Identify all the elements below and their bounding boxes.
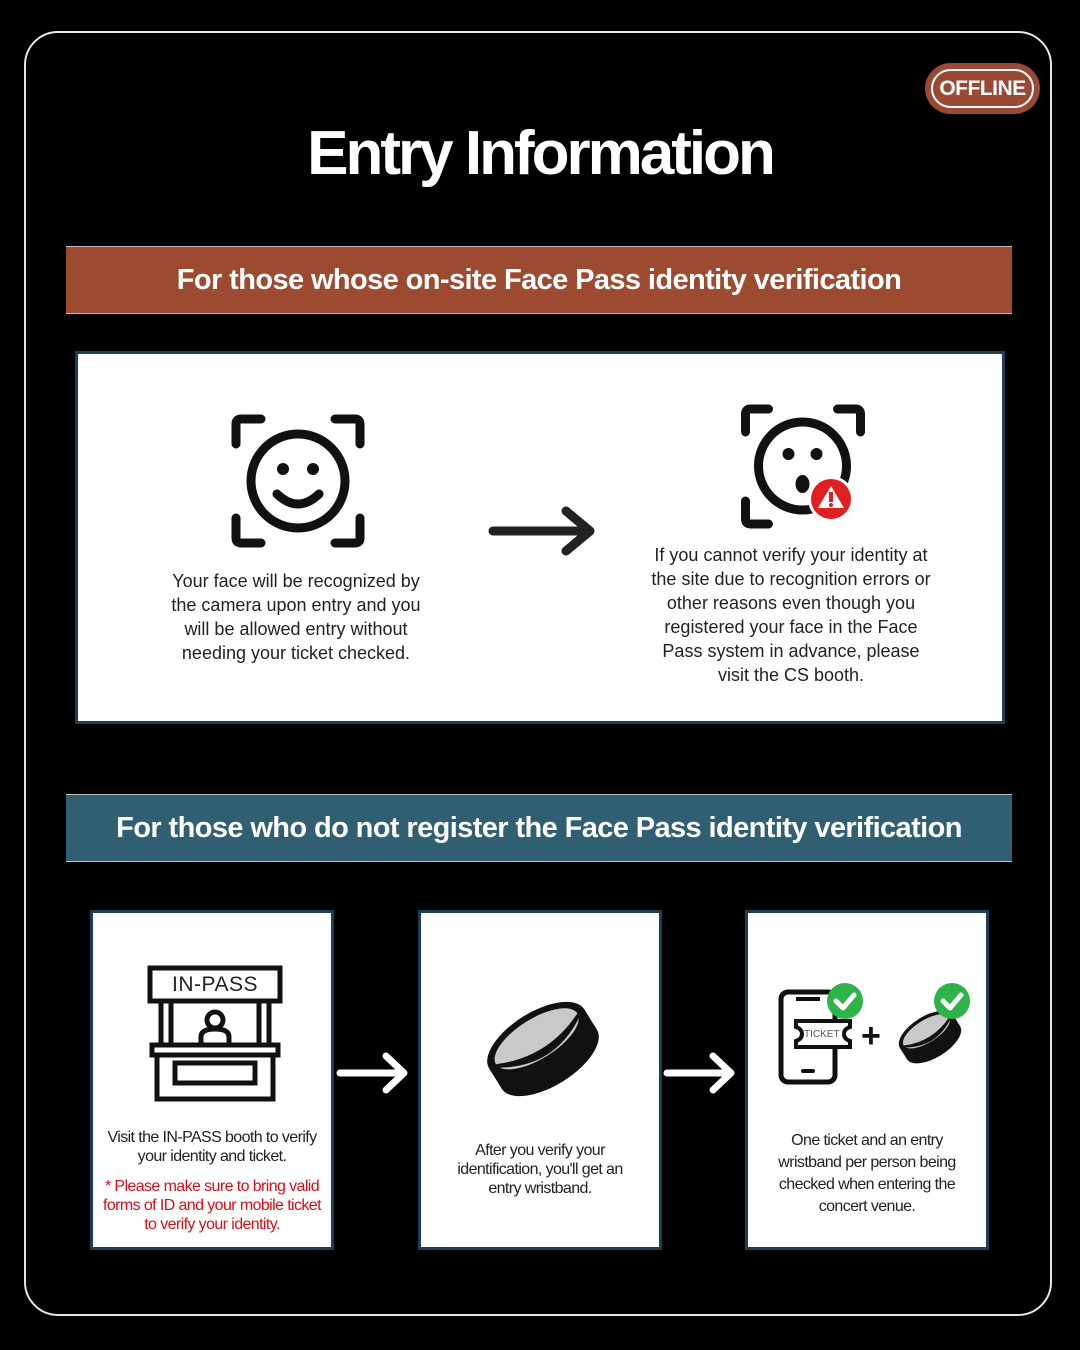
page-title: Entry Information: [307, 119, 773, 188]
arrow-right-icon: [488, 506, 598, 556]
booth-sign-label: IN-PASS: [172, 973, 258, 996]
check-icon: [933, 982, 971, 1020]
entry-check-card: [745, 910, 989, 1250]
face-pass-step2-text: If you cannot verify your identity at the site due to recognition errors or other reasons even though you registered your face in the Face Pass system in advance, please visit the CS booth.: [651, 545, 931, 685]
booth-step-text: Visit the IN-PASS booth to verify your identity and ticket.: [107, 1129, 317, 1165]
booth-step-note: * Please make sure to bring valid forms of ID and your mobile ticket to verify your identity.: [103, 1178, 321, 1233]
check-icon: [826, 982, 864, 1020]
face-pass-step1-text: Your face will be recognized by the camera upon entry and you will be allowed entry without needing your ticket checked.: [171, 571, 421, 663]
face-scan-smile-icon: [231, 414, 365, 548]
wristband-card: [418, 910, 662, 1250]
wristband-step-text: After you verify your identification, you'll get an entry wristband.: [457, 1142, 623, 1197]
ticket-label: TICKET: [804, 1029, 840, 1040]
face-pass-section-heading: For those whose on-site Face Pass identity verification: [66, 246, 1012, 314]
offline-badge-label: OFFLINE: [931, 69, 1034, 108]
warning-icon: [806, 474, 856, 524]
plus-sign: +: [861, 1017, 881, 1055]
face-pass-panel: [75, 351, 1005, 724]
in-pass-booth-card: [90, 910, 334, 1250]
wristband-icon: [484, 999, 602, 1099]
no-face-pass-section-heading: For those who do not register the Face Pass identity verification: [66, 794, 1012, 862]
arrow-right-icon: [336, 1050, 410, 1096]
entry-check-step-text: One ticket and an entry wristband per person being checked when entering the concert venue.: [778, 1132, 956, 1215]
offline-badge: [925, 63, 1040, 114]
arrow-right-icon: [663, 1050, 737, 1096]
